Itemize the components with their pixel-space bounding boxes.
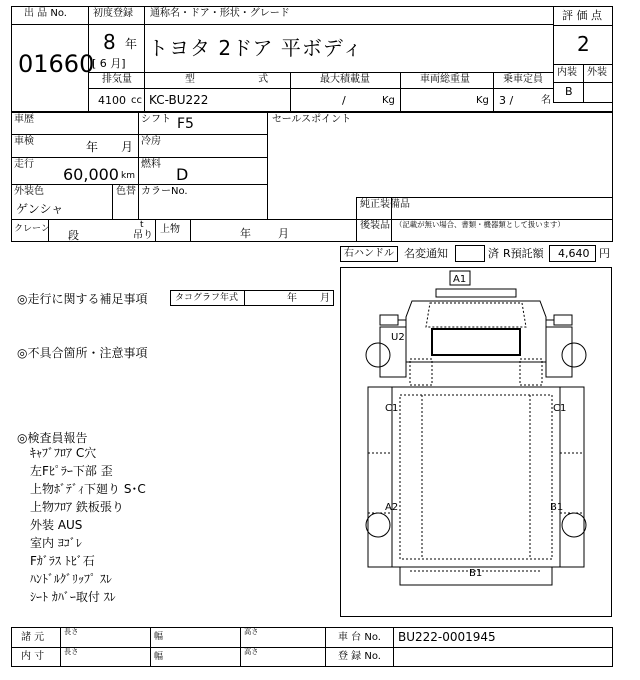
- first-reg-year: 8: [103, 30, 116, 54]
- left-mirror: [380, 315, 398, 325]
- person-unit: 名: [541, 95, 551, 106]
- mark-a1: A1: [453, 274, 467, 285]
- truck-diagram: [340, 267, 612, 617]
- year-unit: 年: [125, 37, 138, 51]
- refund-label: 済: [488, 247, 499, 260]
- inspection-year: 年: [86, 140, 99, 154]
- crane-label: クレーン: [14, 224, 50, 234]
- capacity-label: 乗車定員: [503, 74, 543, 85]
- lot-no-label: 出 品 No.: [24, 8, 67, 19]
- bed-inner: [400, 395, 552, 559]
- color-no-label: カラーNo.: [141, 186, 188, 197]
- recycle-amount: 4,640: [558, 247, 590, 260]
- inspector-report-title: ◎検査員報告: [17, 431, 88, 445]
- crane-stage: 段: [68, 229, 79, 242]
- color-label: 外装色: [14, 186, 44, 197]
- report-item: 外装 AUS: [30, 518, 83, 532]
- dims-length: 長さ: [64, 628, 79, 637]
- report-item: Fｶﾞﾗｽ ﾄﾋﾞ石: [30, 554, 95, 568]
- yen-unit: 円: [599, 247, 610, 260]
- upper-label: 上物: [160, 224, 180, 235]
- dims-label: 諸 元: [21, 632, 45, 643]
- dims-height: 高さ: [244, 628, 259, 637]
- mark-c1-right: C1: [553, 403, 567, 414]
- crane-ton: t: [140, 220, 144, 230]
- registration-label: 登 録 No.: [338, 651, 381, 662]
- first-reg-label: 初度登録: [93, 8, 133, 19]
- shift: F5: [177, 116, 194, 132]
- model-code: KC-BU222: [149, 93, 209, 107]
- front-left-wheel: [366, 343, 390, 367]
- tachograph-year: 年: [287, 293, 297, 304]
- shift-label: シフト: [141, 114, 171, 125]
- dims-width: 幅: [154, 632, 164, 642]
- inspection-label: 車検: [14, 136, 34, 147]
- report-item: 室内 ﾖｺﾞﾚ: [30, 536, 82, 550]
- gross-weight-unit: Kg: [476, 95, 489, 106]
- color-change-label: 色替: [116, 186, 136, 197]
- defects-title: ◎不具合箇所・注意事項: [17, 346, 148, 360]
- crane-hanging: 吊り: [133, 230, 153, 241]
- model-description: トヨタ 2ドア 平ボディ: [148, 36, 364, 60]
- chassis-label: 車 台 No.: [338, 632, 381, 643]
- cab-windshield: [426, 303, 526, 327]
- model-desc-label: 通称名・ドア・形状・グレード: [150, 8, 290, 19]
- displacement-label: 排気量: [102, 74, 132, 85]
- inspection-month: 月: [121, 140, 134, 154]
- upper-month: 月: [278, 227, 289, 240]
- interior-grade: B: [565, 85, 573, 98]
- report-item: ｼｰﾄ ｶﾊﾞｰ取付 ｽﾚ: [30, 590, 116, 604]
- sales-point-label: セールスポイント: [272, 114, 352, 125]
- mark-b1-right: B1: [550, 502, 564, 513]
- name-change-box: [455, 245, 485, 262]
- front-right-wheel: [562, 343, 586, 367]
- mark-b1-bottom: B1: [469, 568, 483, 579]
- tachograph-month: 月: [320, 293, 330, 304]
- upper-year: 年: [240, 227, 251, 240]
- gross-weight-label: 車両総重量: [420, 74, 470, 85]
- rear-right-wheel: [562, 513, 586, 537]
- mark-a2: A2: [385, 502, 399, 513]
- cab-roof: [436, 289, 516, 297]
- genuine-equipment-label: 純正装備品: [360, 199, 410, 210]
- report-item: ﾊﾝﾄﾞﾙｸﾞﾘｯﾌﾟ ｽﾚ: [30, 572, 112, 586]
- first-reg-month: [ 6 月]: [92, 57, 126, 70]
- aftermarket-note: （記載が無い場合、書類・機器類として扱います）: [395, 221, 565, 230]
- name-change-label: 名変通知: [404, 247, 448, 260]
- displacement-unit: cc: [131, 95, 142, 106]
- tachograph-label: タコグラフ年式: [175, 293, 239, 303]
- mileage-unit: km: [121, 171, 135, 181]
- cab-right-side: [546, 327, 572, 377]
- score-label: 評 価 点: [562, 9, 602, 22]
- exterior-label: 外装: [587, 67, 607, 78]
- mark-c1-left: C1: [385, 403, 399, 414]
- ac-label: 冷房: [141, 136, 161, 147]
- cab-interior: [432, 329, 520, 355]
- driving-notes-title: ◎走行に関する補足事項: [17, 292, 148, 306]
- mileage: 60,000: [63, 165, 119, 184]
- interior-label: 内装: [557, 67, 577, 78]
- inner-height: 高さ: [244, 648, 259, 657]
- max-load-slash: /: [342, 94, 346, 107]
- score: 2: [577, 32, 590, 56]
- cargo-bed: [392, 387, 560, 567]
- report-item: 左Fﾋﾟﾗｰ下部 歪: [30, 464, 113, 478]
- inner-length: 長さ: [64, 648, 79, 657]
- cab-outline: [406, 301, 546, 362]
- chassis-no: BU222-0001945: [398, 630, 496, 644]
- right-mirror: [554, 315, 572, 325]
- max-load-label: 最大積載量: [320, 74, 370, 85]
- model-label: 型 式: [185, 74, 299, 85]
- history-label: 車歴: [14, 114, 34, 125]
- fuel-label: 燃料: [141, 159, 161, 170]
- capacity: 3 /: [499, 94, 514, 107]
- inner-width: 幅: [154, 652, 164, 662]
- fuel: D: [176, 165, 189, 184]
- max-load-unit: Kg: [382, 95, 395, 106]
- rear-left-wheel: [366, 513, 390, 537]
- report-item: 上物ﾎﾞﾃﾞｨ下廻り S･C: [30, 482, 146, 496]
- mileage-label: 走行: [14, 159, 34, 170]
- recycle-label: R預託額: [503, 247, 544, 260]
- mark-u2: U2: [391, 332, 405, 343]
- report-item: 上物ﾌﾛｱ 鉄板張り: [30, 500, 124, 514]
- displacement: 4100: [98, 94, 126, 107]
- inner-dims-label: 内 寸: [21, 651, 45, 662]
- lot-no: 01660: [18, 50, 95, 78]
- report-item: ｷｬﾌﾞﾌﾛｱ C穴: [30, 446, 97, 460]
- right-hand-label: 右ハンドル: [344, 248, 394, 259]
- aftermarket-label: 後装品: [360, 220, 390, 231]
- color: ゲンシャ: [16, 202, 64, 216]
